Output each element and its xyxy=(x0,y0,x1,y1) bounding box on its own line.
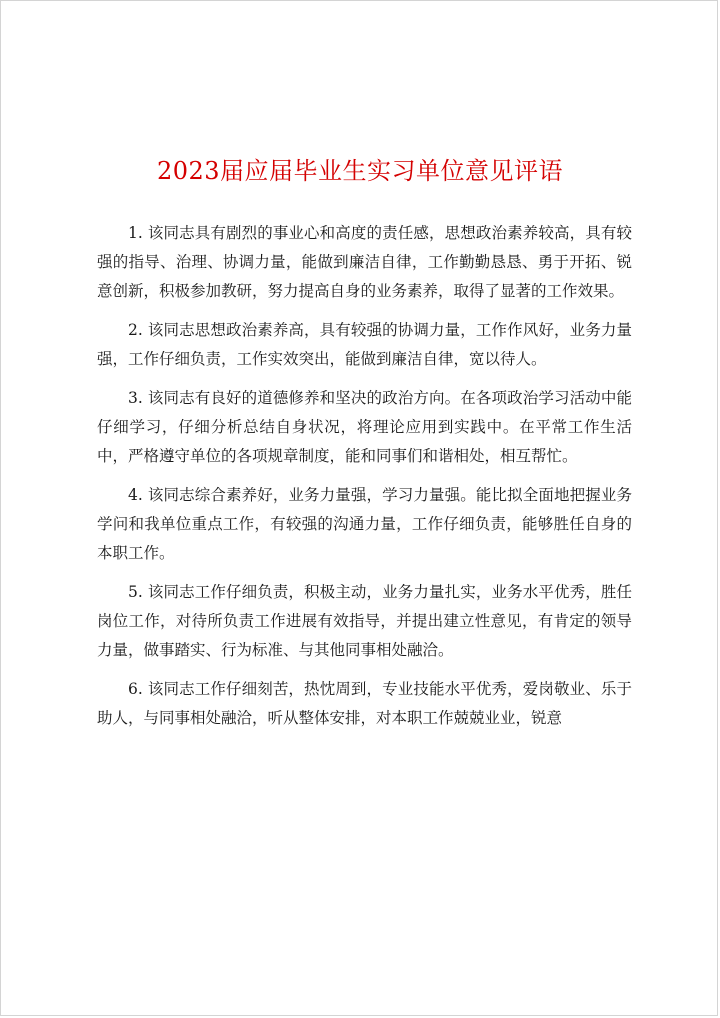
paragraph-1: 1. 该同志具有剧烈的事业心和高度的责任感，思想政治素养较高，具有较强的指导、治理、协调力量，能做到廉洁自律，工作勤勤恳恳、勇于开拓、锐意创新，积极参加教研，努力提高自身的业务素养，取得了显著的工作效果。 xyxy=(97,224,632,300)
paragraph-4: 4. 该同志综合素养好，业务力量强，学习力量强。能比拟全面地把握业务学问和我单位重点工作，有较强的沟通力量，工作仔细负责，能够胜任自身的本职工作。 xyxy=(97,486,632,562)
paragraph-3: 3. 该同志有良好的道德修养和坚决的政治方向。在各项政治学习活动中能仔细学习，仔细分析总结自身状况，将理论应用到实践中。在平常工作生活中，严格遵守单位的各项规章制度，能和同事们和谐相处，相互帮忙。 xyxy=(97,389,632,465)
paragraph-5: 5. 该同志工作仔细负责，积极主动，业务力量扎实，业务水平优秀，胜任岗位工作，对待所负责工作进展有效指导，并提出建立性意见，有肯定的领导力量，做事踏实、行为标准、与其他同事相处融洽。 xyxy=(97,583,632,659)
paragraph-6: 6. 该同志工作仔细刻苦，热忱周到，专业技能水平优秀，爱岗敬业、乐于助人，与同事相处融洽，听从整体安排，对本职工作兢兢业业，锐意 xyxy=(97,680,632,727)
document-title: 2023届应届毕业生实习单位意见评语 xyxy=(156,157,564,185)
paragraph-2: 2. 该同志思想政治素养高，具有较强的协调力量，工作作风好，业务力量强，工作仔细负责，工作实效突出，能做到廉洁自律，宽以待人。 xyxy=(97,321,632,368)
document-body xyxy=(97,219,632,743)
